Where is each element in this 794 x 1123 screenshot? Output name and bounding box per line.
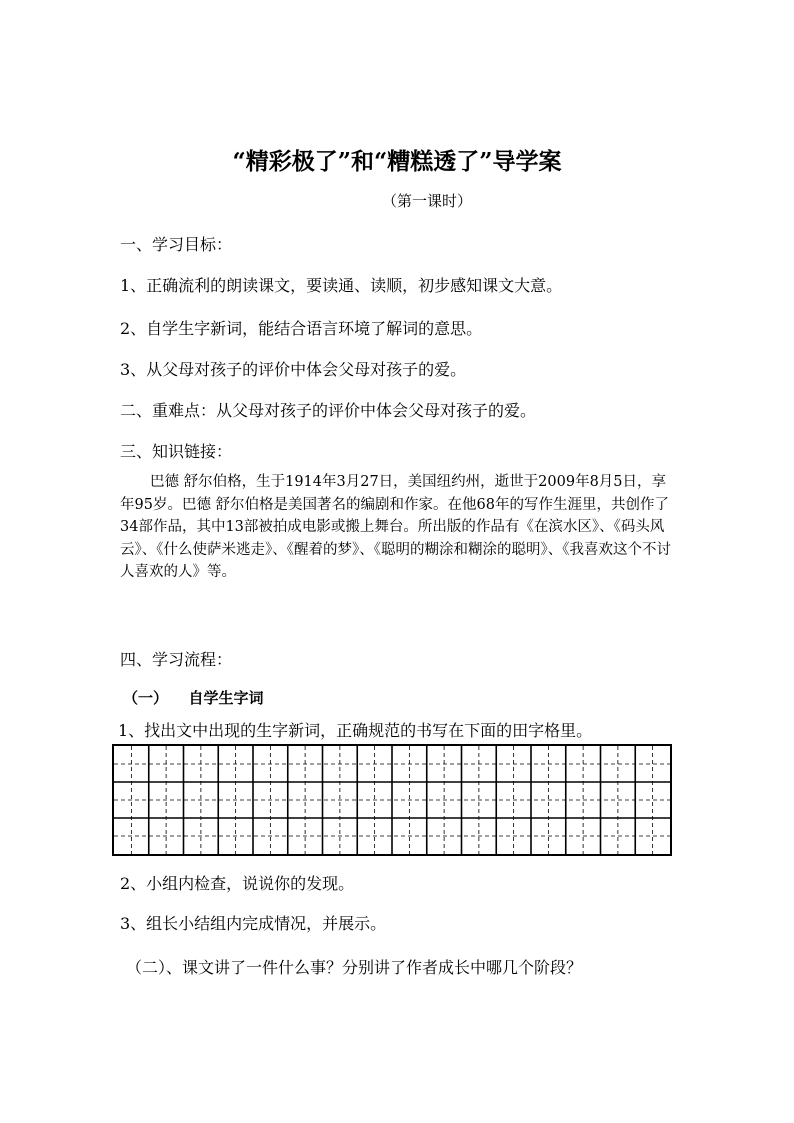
section-heading-process: 四、学习流程： (120, 650, 233, 669)
page-title: “精彩极了”和“糟糕透了”导学案 (232, 148, 562, 175)
page-subtitle: （第一课时） (381, 192, 472, 210)
goal-item-1: 1、正确流利的朗读课文，要读通、读顺，初步感知课文大意。 (120, 276, 563, 295)
tianzige-lines (114, 746, 670, 854)
part1-item-2: 2、小组内检查，说说你的发现。 (120, 874, 355, 893)
knowledge-paragraph: 巴德 舒尔伯格，生于1914年3月27日，美国纽约州，逝世于2009年8月5日，享年95岁。巴德 舒尔伯格是美国著名的编剧和作家。在他68年的写作生涯里，共创作了34部作品，其中13部被拍成电影或搬上舞台。所出版的作品有《在滨水区》、《码头风云》、《什么使萨米逃走》、《醒着的梦》、《聪明的糊涂和糊涂的聪明》、《我喜欢这个不讨人喜欢的人》等。 (120, 474, 671, 581)
section-heading-goals: 一、学习目标： (120, 235, 233, 254)
part1-title: 自学生字词 (188, 689, 264, 707)
tianzige-grid (112, 744, 672, 856)
section-heading-knowledge: 三、知识链接： (120, 442, 233, 461)
part1-item-1: 1、找出文中出现的生字新词，正确规范的书写在下面的田字格里。 (118, 721, 593, 740)
part1-heading (123, 687, 264, 708)
part1-item-3: 3、组长小结组内完成情况，并展示。 (120, 914, 387, 933)
goal-item-3: 3、从父母对孩子的评价中体会父母对孩子的爱。 (120, 360, 467, 379)
part2-question: （二）、课文讲了一件什么事？分别讲了作者成长中哪几个阶段？ (126, 958, 583, 977)
section-key-points: 二、重难点：从父母对孩子的评价中体会父母对孩子的爱。 (120, 401, 537, 420)
part1-label: （一） (123, 689, 169, 707)
goal-item-2: 2、自学生字新词，能结合语言环境了解词的意思。 (120, 319, 483, 338)
